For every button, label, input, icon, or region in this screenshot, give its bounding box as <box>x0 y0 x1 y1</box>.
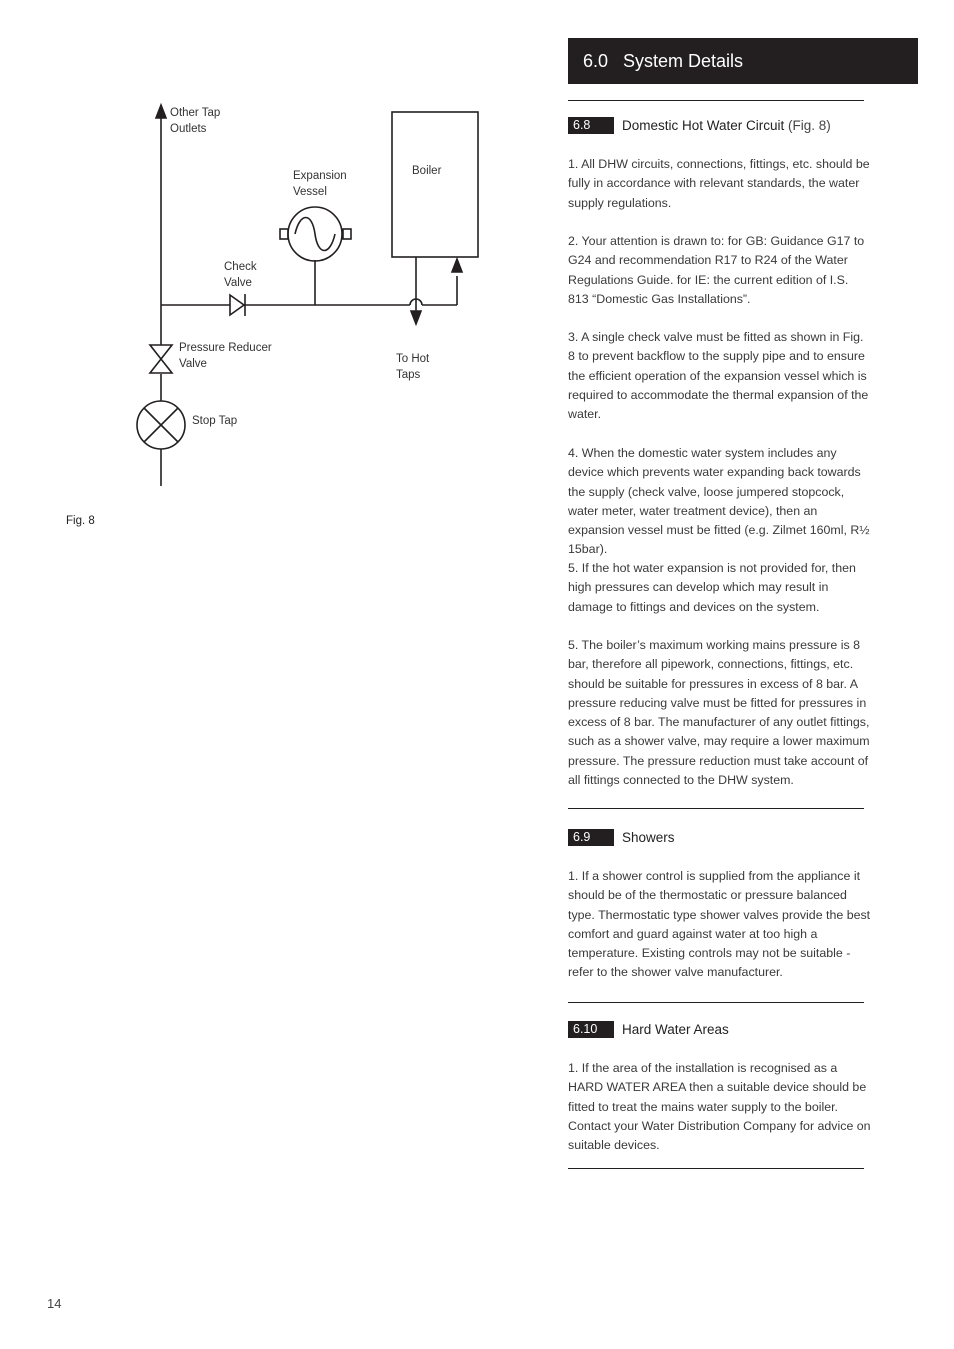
arrow-up-icon <box>452 259 462 272</box>
paragraph: 5. The boiler’s maximum working mains pressure is 8 bar, therefore all pipework, connections, fittings, etc. should be suitable for pressures in excess of 8 bar. A pressure reducing valve must be fitted for pressures in excess of 8 bar. The manufacturer of any outlet fittings, such as a shower valve, may require a lower maximum pressure. The pressure reduction must take account of all fittings connected to the DHW system. <box>568 638 870 788</box>
section-title-text: Domestic Hot Water Circuit <box>622 118 785 133</box>
paragraph: 4. When the domestic water system includes any device which prevents water expanding back towards the supply (check valve, loose jumpered stopcock, water meter, water treatment device), then an expansion vessel must be fitted (e.g. Zilmet 160ml, R½ 15bar). <box>568 446 870 557</box>
label-stop-tap: Stop Tap <box>192 415 238 427</box>
check-valve-icon <box>230 295 244 315</box>
label-line: Other Tap <box>170 107 221 119</box>
section-header <box>568 38 918 84</box>
dhw-circuit-diagram <box>0 0 560 540</box>
label-boiler: Boiler <box>412 165 442 177</box>
section-number-badge: 6.10 <box>568 1021 614 1038</box>
paragraph: 1. If a shower control is supplied from the appliance it should be of the thermostatic or pressure balanced type. Thermostatic type shower valves provide the best comfort and guard against water at too high a temperature. Existing controls may not be suitable - refer to the shower valve manufacturer. <box>568 869 871 980</box>
arrow-down-icon <box>411 311 421 324</box>
label-pressure-reducer-valve <box>179 340 272 372</box>
boiler-box <box>392 112 478 257</box>
label-line: Valve <box>179 358 207 370</box>
header-title: System Details <box>623 51 744 71</box>
section-title: Hard Water Areas <box>622 1022 729 1037</box>
section-title <box>622 117 831 134</box>
section-title: Showers <box>622 830 675 845</box>
paragraph: 1. If the area of the installation is recognised as a HARD WATER AREA then a suitable device should be fitted to treat the mains water supply to the boiler. Contact your Water Distribution Company for advice on suitable devices. <box>568 1061 871 1153</box>
label-line: Valve <box>224 277 252 289</box>
label-line: Outlets <box>170 123 207 135</box>
label-expansion-vessel <box>293 168 347 200</box>
divider <box>568 1002 864 1003</box>
label-line: Taps <box>396 369 421 381</box>
arrow-up-icon <box>156 105 166 118</box>
label-line: Check <box>224 261 257 273</box>
pressure-reducer-icon <box>150 345 172 373</box>
paragraph: 1. All DHW circuits, connections, fittings, etc. should be fully in accordance with relevant standards, the water supply regulations. <box>568 157 870 210</box>
label-line: To Hot <box>396 353 430 365</box>
header-number: 6.0 <box>583 51 609 71</box>
divider <box>568 1168 864 1169</box>
section-figure-ref: (Fig. 8) <box>788 118 831 133</box>
label-to-hot-taps <box>396 351 429 383</box>
label-line: Pressure Reducer <box>179 342 272 354</box>
paragraph: 5. If the hot water expansion is not provided for, then high pressures can develop which may result in damage to fittings and devices on the system. <box>568 561 856 614</box>
paragraph: 2. Your attention is drawn to: for GB: Guidance G17 to G24 and recommendation R17 to R24 of the Water Regulations Guide. for IE: the current edition of I.S. 813 “Domestic Gas Installations”. <box>568 234 865 306</box>
section-number-badge: 6.8 <box>568 117 614 134</box>
label-other-tap-outlets <box>170 105 220 137</box>
section-number-badge: 6.9 <box>568 829 614 846</box>
figure-label: Fig. 8 <box>66 515 95 527</box>
expansion-vessel-wave <box>295 218 335 251</box>
divider <box>568 100 864 101</box>
paragraph: 3. A single check valve must be fitted as shown in Fig. 8 to prevent backflow to the supply pipe and to ensure the efficient operation of the expansion vessel which is required to accommodate the thermal expansion of the water. <box>568 330 869 422</box>
divider <box>568 808 864 809</box>
label-line: Vessel <box>293 186 327 198</box>
label-check-valve <box>224 259 257 291</box>
label-line: Expansion <box>293 170 347 182</box>
page-number: 14 <box>47 1296 62 1311</box>
